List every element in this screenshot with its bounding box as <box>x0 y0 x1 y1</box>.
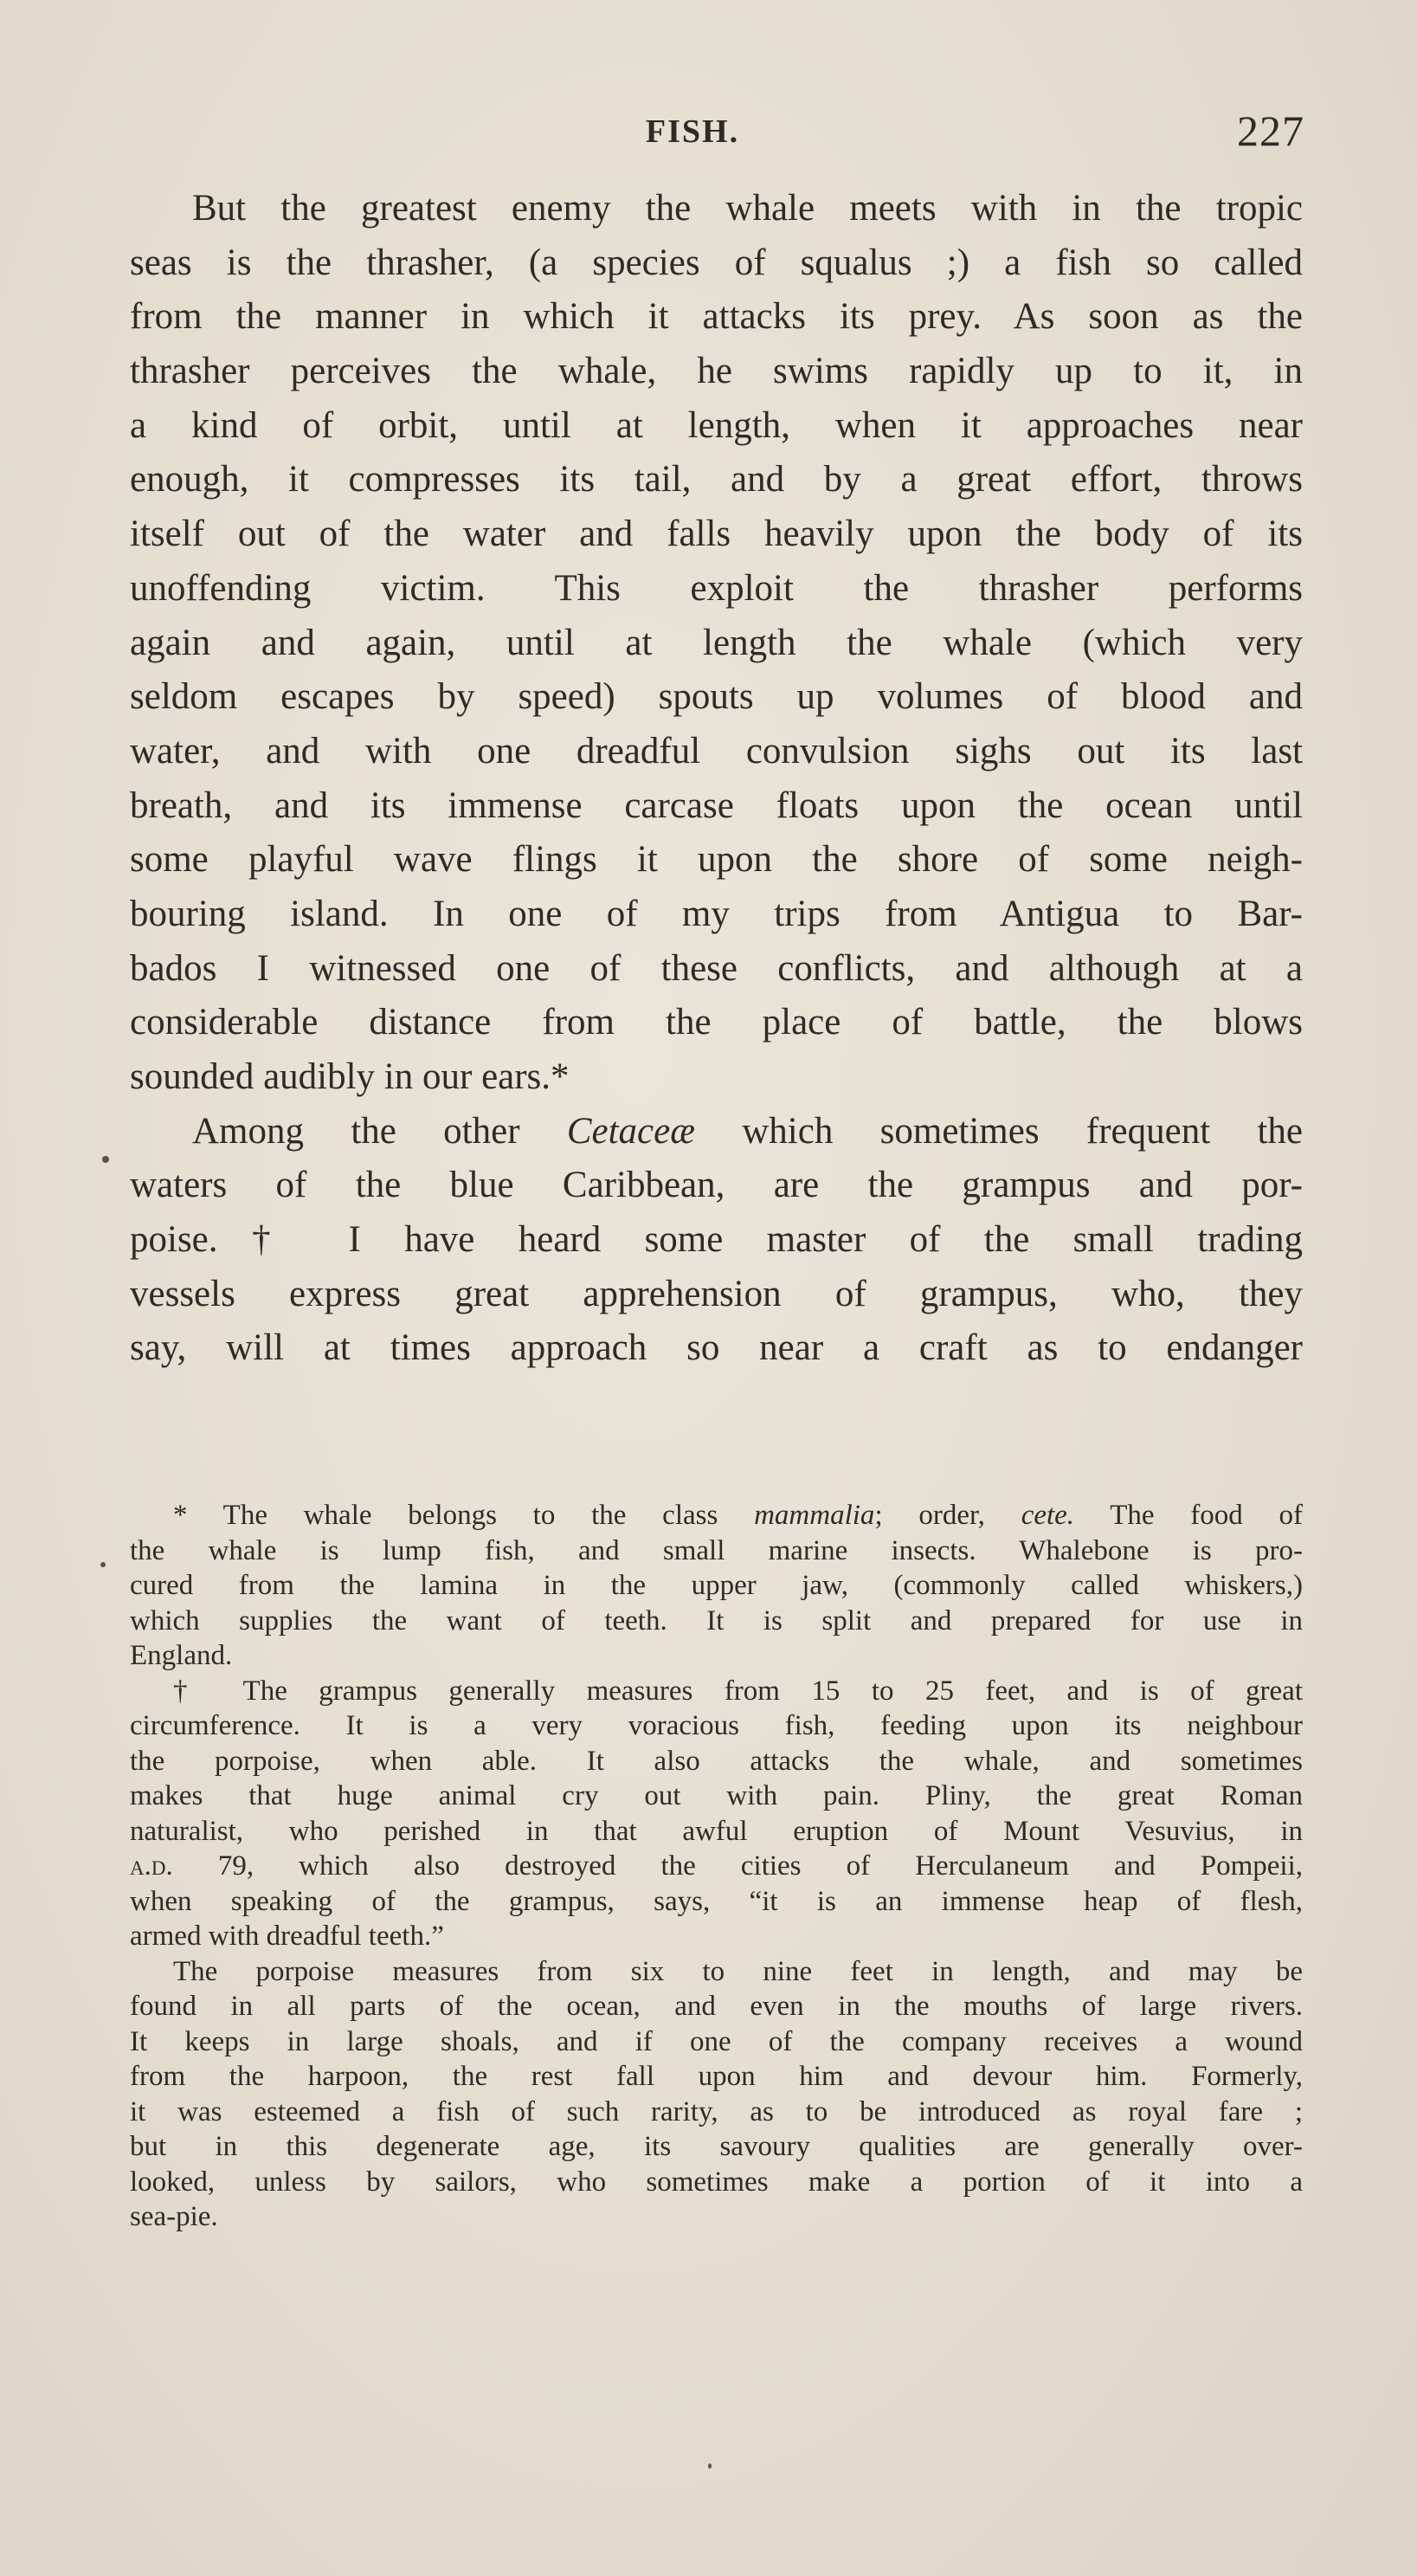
text-line: breath, and its immense carcase floats upon the ocean until <box>130 784 1303 826</box>
text-line: water, and with one dreadful convulsion sighs out its last <box>130 730 1303 772</box>
text-line: seldom escapes by speed) spouts up volumes of blood and <box>130 676 1303 718</box>
ink-speck <box>102 1156 109 1163</box>
text-line <box>130 1105 1303 1159</box>
footnote-line <box>130 1849 1303 1884</box>
footnote-line: England. <box>130 1640 233 1671</box>
text-line: some playful wave flings it upon the shore of some neigh- <box>130 839 1303 881</box>
text-line: waters of the blue Caribbean, are the grampus and por- <box>130 1165 1303 1206</box>
footnotes <box>130 1498 1303 2235</box>
text-line: bados I witnessed one of these conflicts, and although at a <box>130 947 1303 989</box>
italic-term: mammalia <box>754 1500 875 1531</box>
ink-speck <box>100 1562 106 1567</box>
footnote-line: it was esteemed a fish of such rarity, as to be introduced as royal fare ; <box>130 2095 1303 2127</box>
text-line: again and again, until at length the whale (which very <box>130 622 1303 663</box>
italic-term: Cetaceæ <box>566 1110 695 1152</box>
footnote-line: naturalist, who perished in that awful eruption of Mount Vesuvius, in <box>130 1815 1303 1847</box>
text-line: bouring island. In one of my trips from Antigua to Bar- <box>130 893 1303 934</box>
text-line: a kind of orbit, until at length, when it approaches near <box>130 404 1303 446</box>
footnote-porpoise <box>130 1954 1303 2235</box>
footnote-line: looked, unless by sailors, who sometimes make a portion of it into a <box>130 2166 1303 2198</box>
text-line: enough, it compresses its tail, and by a great effort, throws <box>130 459 1303 500</box>
paragraph-thrasher <box>130 182 1303 1105</box>
footnote-line: The porpoise measures from six to nine feet in length, and may be <box>173 1955 1303 1987</box>
footnote-line: It keeps in large shoals, and if one of the company receives a wound <box>130 2025 1303 2057</box>
footnote-line: makes that huge animal cry out with pain. Pliny, the great Roman <box>130 1780 1303 1811</box>
footnote-line: the whale is lump fish, and small marine insects. Whalebone is pro- <box>130 1534 1303 1566</box>
era-abbreviation: a.d. <box>130 1850 173 1882</box>
footnote-line: circumference. It is a very voracious fish, feeding upon its neighbour <box>130 1710 1303 1741</box>
text-fragment: 79, which also destroyed the cities of Herculaneum and Pompeii, <box>172 1850 1303 1882</box>
footnote-line: which supplies the want of teeth. It is split and prepared for use in <box>130 1604 1303 1637</box>
footnote-line: but in this degenerate age, its savoury qualities are generally over- <box>130 2131 1303 2162</box>
main-text <box>130 182 1303 1376</box>
text-line: from the manner in which it attacks its prey. As soon as the <box>130 296 1303 338</box>
text-line: say, will at times approach so near a craft as to endanger <box>130 1327 1303 1369</box>
text-fragment: Among the other <box>192 1110 567 1152</box>
page-number: 227 <box>1237 107 1304 155</box>
footnote-whale <box>130 1498 1303 1674</box>
footnote-line <box>130 1498 1303 1533</box>
text-line: seas is the thrasher, (a species of squalus ;) a fish so called <box>130 242 1303 283</box>
text-fragment: which sometimes frequent the <box>694 1110 1303 1152</box>
text-fragment: The food of <box>1074 1500 1303 1531</box>
footnote-line: cured from the lamina in the upper jaw, (commonly called whiskers,) <box>130 1570 1303 1601</box>
text-line: considerable distance from the place of battle, the blows <box>130 1002 1303 1043</box>
text-fragment: * The whale belongs to the class <box>173 1500 755 1531</box>
text-line: But the greatest enemy the whale meets with in the tropic <box>192 188 1303 229</box>
footnote-line: when speaking of the grampus, says, “it is an immense heap of flesh, <box>130 1885 1303 1917</box>
text-line: vessels express great apprehension of grampus, who, they <box>130 1273 1303 1314</box>
page-header <box>0 107 1417 165</box>
paragraph-cetaceae <box>130 1105 1303 1376</box>
text-line: thrasher perceives the whale, he swims rapidly up to it, in <box>130 351 1303 392</box>
text-fragment: ; order, <box>874 1500 1021 1531</box>
text-line: sounded audibly in our ears.* <box>130 1056 570 1097</box>
text-line: itself out of the water and falls heavily upon the body of its <box>130 513 1303 555</box>
ink-speck <box>708 2463 712 2469</box>
footnote-line: from the harpoon, the rest fall upon him and devour him. Formerly, <box>130 2061 1303 2092</box>
footnote-grampus <box>130 1674 1303 1954</box>
footnote-line: armed with dreadful teeth.” <box>130 1921 444 1952</box>
footnote-line: found in all parts of the ocean, and even in the mouths of large rivers. <box>130 1991 1303 2022</box>
footnote-line: † The grampus generally measures from 15 to 25 feet, and is of great <box>173 1675 1303 1707</box>
footnote-line: the porpoise, when able. It also attacks the whale, and sometimes <box>130 1745 1303 1777</box>
italic-term: cete. <box>1021 1500 1075 1531</box>
footnote-line: sea-pie. <box>130 2201 218 2232</box>
text-line: poise.† I have heard some master of the small trading <box>130 1219 1303 1261</box>
running-head: FISH. <box>645 113 740 150</box>
text-line: unoffending victim. This exploit the thrasher performs <box>130 567 1303 609</box>
